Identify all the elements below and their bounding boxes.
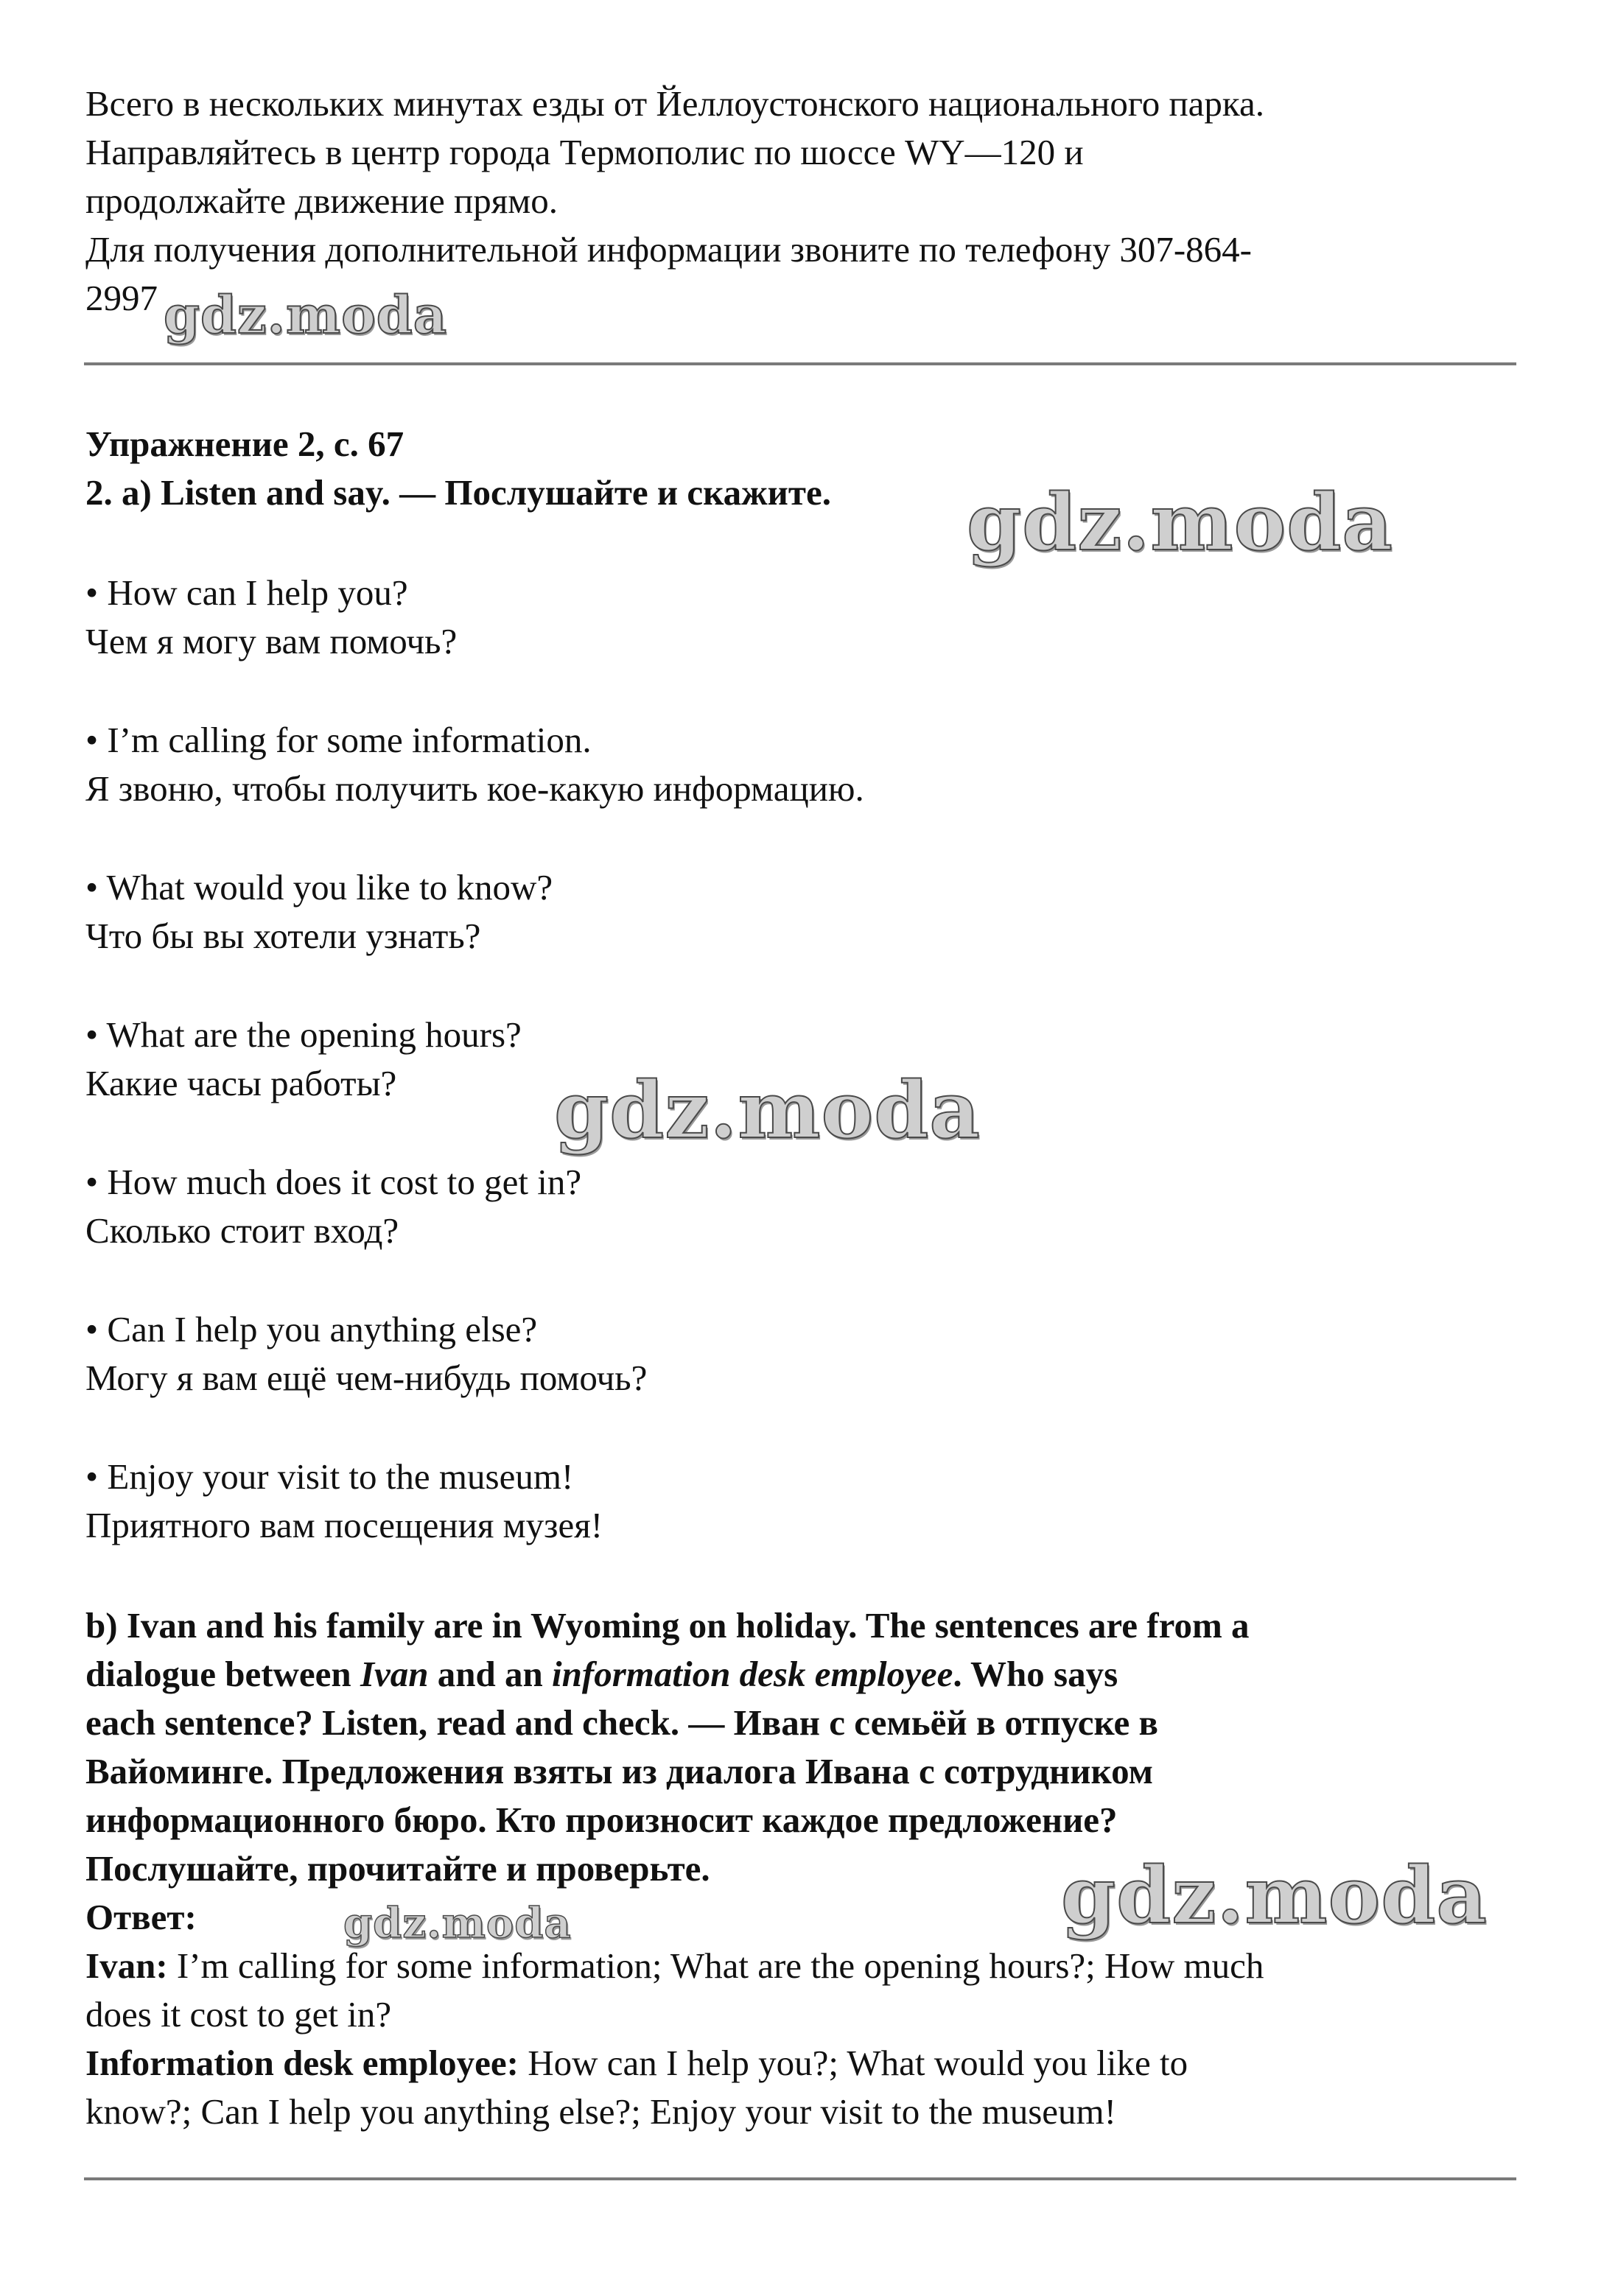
watermark-4: gdz.moda	[1061, 1849, 1488, 1941]
divider-bottom	[84, 2177, 1516, 2180]
phrase-ru: Я звоню, чтобы получить кое-какую информацию.	[85, 768, 864, 809]
phrase-ru: Какие часы работы?	[85, 1063, 397, 1103]
watermark-1: gdz.moda	[164, 284, 448, 345]
phrase-ru: Сколько стоит вход?	[85, 1210, 399, 1251]
task-b-line-6: Послушайте, прочитайте и проверьте.	[85, 1848, 710, 1889]
task-b-line-2	[85, 1650, 1118, 1699]
phrase-en: • What would you like to know?	[85, 867, 553, 907]
task-b-ivan: Ivan	[360, 1654, 429, 1694]
task-a-title: 2. a) Listen and say. — Послушайте и скажите.	[85, 472, 831, 513]
task-b-text: dialogue between	[85, 1654, 360, 1694]
exercise-heading: Упражнение 2, с. 67	[85, 424, 404, 464]
task-b-line-4: Вайоминге. Предложения взяты из диалога Ивана с сотрудником	[85, 1751, 1154, 1791]
answer-ivan-label: Ivan:	[85, 1945, 168, 1986]
watermark-2: gdz.moda	[967, 476, 1393, 568]
intro-line-5: 2997	[85, 278, 158, 318]
task-b-text: . Who says	[953, 1654, 1118, 1694]
phrase-ru: Могу я вам ещё чем-нибудь помочь?	[85, 1358, 648, 1398]
phrase-en: • How can I help you?	[85, 572, 408, 613]
task-b-text: and an	[428, 1654, 553, 1694]
answer-employee-label: Information desk employee:	[85, 2043, 519, 2083]
answer-ivan-line-1	[85, 1942, 1264, 1990]
task-b-employee: information desk employee	[552, 1654, 953, 1694]
watermark-3: gdz.moda	[554, 1064, 981, 1156]
phrase-en: • How much does it cost to get in?	[85, 1162, 582, 1202]
task-b-line-3: each sentence? Listen, read and check. — Иван с семьёй в отпуске в	[85, 1702, 1158, 1743]
phrase-en: • I’m calling for some information.	[85, 720, 592, 760]
answer-ivan-line-2: does it cost to get in?	[85, 1994, 392, 2035]
intro-line-3: продолжайте движение прямо.	[85, 180, 558, 221]
phrase-en: • Can I help you anything else?	[85, 1309, 538, 1349]
phrase-ru: Чем я могу вам помочь?	[85, 621, 458, 661]
answer-employee-text: How can I help you?; What would you like to	[518, 2043, 1188, 2083]
task-b-line-5: информационного бюро. Кто произносит каждое предложение?	[85, 1800, 1118, 1840]
task-b-line-1: b) Ivan and his family are in Wyoming on holiday. The sentences are from a	[85, 1605, 1250, 1646]
intro-line-1: Всего в нескольких минутах езды от Йеллоустонского национального парка.	[85, 83, 1264, 124]
intro-line-4: Для получения дополнительной информации звоните по телефону 307-864-	[85, 229, 1252, 270]
answer-label: Ответ:	[85, 1897, 197, 1937]
phrase-ru: Приятного вам посещения музея!	[85, 1505, 603, 1545]
watermark-5: gdz.moda	[343, 1899, 572, 1948]
phrase-en: • What are the opening hours?	[85, 1014, 522, 1055]
intro-line-2: Направляйтесь в центр города Термополис по шоссе WY—120 и	[85, 132, 1084, 172]
answer-employee-line-2: know?; Can I help you anything else?; Enjoy your visit to the museum!	[85, 2091, 1116, 2132]
phrase-en: • Enjoy your visit to the museum!	[85, 1456, 574, 1497]
phrase-ru: Что бы вы хотели узнать?	[85, 916, 481, 956]
answer-employee-line-1	[85, 2039, 1188, 2088]
divider-top	[84, 362, 1516, 365]
answer-ivan-text: I’m calling for some information; What are the opening hours?; How much	[167, 1945, 1264, 1986]
